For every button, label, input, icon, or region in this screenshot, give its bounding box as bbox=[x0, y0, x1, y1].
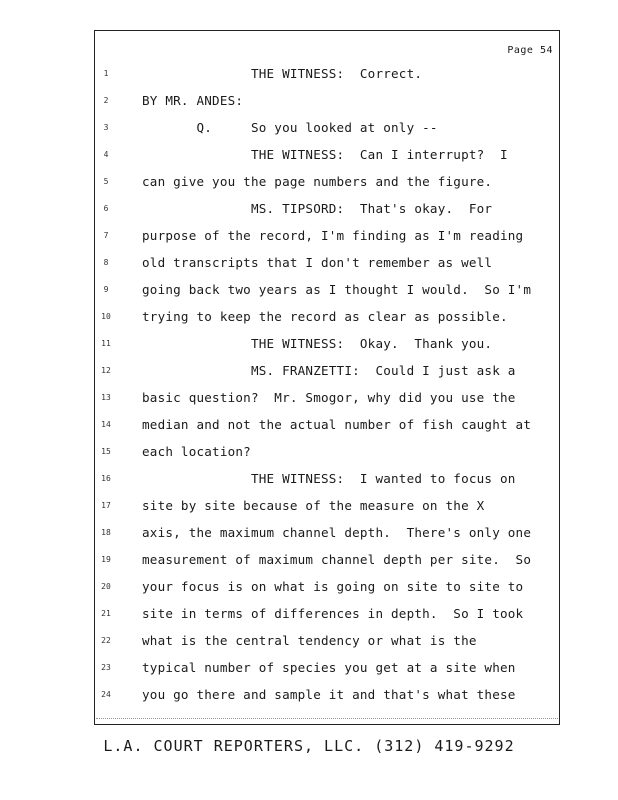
transcript-lines bbox=[95, 67, 559, 715]
line-text: axis, the maximum channel depth. There's only one bbox=[142, 525, 532, 540]
transcript-line bbox=[95, 229, 559, 256]
line-number: 1 bbox=[103, 69, 109, 78]
line-number: 15 bbox=[101, 447, 111, 456]
page-number: Page 54 bbox=[507, 45, 553, 56]
line-text: THE WITNESS: I wanted to focus on bbox=[142, 471, 516, 486]
line-text: median and not the actual number of fish caught at bbox=[142, 417, 532, 432]
line-text: you go there and sample it and that's what these bbox=[142, 687, 516, 702]
transcript-line bbox=[95, 256, 559, 283]
transcript-line bbox=[95, 526, 559, 553]
transcript-line bbox=[95, 364, 559, 391]
line-number: 17 bbox=[101, 501, 111, 510]
line-number: 13 bbox=[101, 393, 111, 402]
line-number: 2 bbox=[103, 96, 109, 105]
line-number: 20 bbox=[101, 582, 111, 591]
line-text: site in terms of differences in depth. So I took bbox=[142, 606, 524, 621]
transcript-line bbox=[95, 553, 559, 580]
transcript-line bbox=[95, 283, 559, 310]
transcript-line bbox=[95, 499, 559, 526]
line-text: THE WITNESS: Can I interrupt? I bbox=[142, 147, 508, 162]
line-text: basic question? Mr. Smogor, why did you use the bbox=[142, 390, 516, 405]
transcript-line bbox=[95, 445, 559, 472]
line-number: 22 bbox=[101, 636, 111, 645]
line-number: 8 bbox=[103, 258, 109, 267]
transcript-page bbox=[94, 30, 560, 725]
transcript-line bbox=[95, 607, 559, 634]
line-text: what is the central tendency or what is the bbox=[142, 633, 477, 648]
line-text: Q. So you looked at only -- bbox=[142, 120, 438, 135]
line-text: purpose of the record, I'm finding as I'm reading bbox=[142, 228, 524, 243]
line-number: 16 bbox=[101, 474, 111, 483]
line-text: typical number of species you get at a site when bbox=[142, 660, 516, 675]
line-text: MS. FRANZETTI: Could I just ask a bbox=[142, 363, 516, 378]
transcript-line bbox=[95, 121, 559, 148]
transcript-line bbox=[95, 418, 559, 445]
line-number: 19 bbox=[101, 555, 111, 564]
transcript-line bbox=[95, 391, 559, 418]
line-number: 5 bbox=[103, 177, 109, 186]
line-text: THE WITNESS: Okay. Thank you. bbox=[142, 336, 493, 351]
transcript-line bbox=[95, 580, 559, 607]
line-number: 23 bbox=[101, 663, 111, 672]
line-number: 4 bbox=[103, 150, 109, 159]
transcript-line bbox=[95, 310, 559, 337]
line-number: 11 bbox=[101, 339, 111, 348]
divider bbox=[96, 718, 558, 719]
line-number: 10 bbox=[101, 312, 111, 321]
transcript-line bbox=[95, 67, 559, 94]
line-text: trying to keep the record as clear as possible. bbox=[142, 309, 508, 324]
line-text: BY MR. ANDES: bbox=[142, 93, 244, 108]
line-number: 21 bbox=[101, 609, 111, 618]
transcript-line bbox=[95, 148, 559, 175]
line-number: 14 bbox=[101, 420, 111, 429]
line-text: can give you the page numbers and the figure. bbox=[142, 174, 493, 189]
transcript-line bbox=[95, 688, 559, 715]
line-number: 24 bbox=[101, 690, 111, 699]
line-number: 3 bbox=[103, 123, 109, 132]
transcript-line bbox=[95, 661, 559, 688]
transcript-line bbox=[95, 634, 559, 661]
line-text: MS. TIPSORD: That's okay. For bbox=[142, 201, 493, 216]
line-number: 12 bbox=[101, 366, 111, 375]
line-text: THE WITNESS: Correct. bbox=[142, 66, 423, 81]
reporter-footer: L.A. COURT REPORTERS, LLC. (312) 419-9292 bbox=[103, 737, 515, 755]
line-text: going back two years as I thought I would. So I'm bbox=[142, 282, 532, 297]
transcript-line bbox=[95, 202, 559, 229]
line-number: 18 bbox=[101, 528, 111, 537]
transcript-line bbox=[95, 94, 559, 121]
line-number: 6 bbox=[103, 204, 109, 213]
transcript-line bbox=[95, 337, 559, 364]
line-text: site by site because of the measure on the X bbox=[142, 498, 485, 513]
line-text: each location? bbox=[142, 444, 251, 459]
line-number: 7 bbox=[103, 231, 109, 240]
transcript-line bbox=[95, 472, 559, 499]
line-text: old transcripts that I don't remember as well bbox=[142, 255, 493, 270]
line-text: your focus is on what is going on site to site to bbox=[142, 579, 524, 594]
transcript-line bbox=[95, 175, 559, 202]
line-text: measurement of maximum channel depth per site. So bbox=[142, 552, 532, 567]
line-number: 9 bbox=[103, 285, 109, 294]
